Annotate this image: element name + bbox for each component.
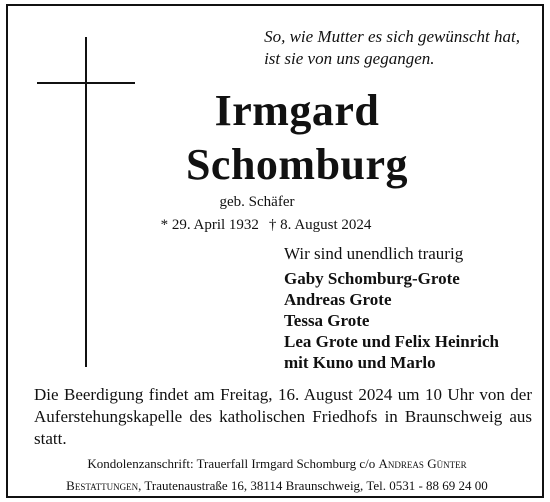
birth-date: * 29. April 1932 [160, 217, 259, 233]
condolence-prefix: Kondolenzanschrift: Trauerfall Irmgard Schomburg c/o [87, 456, 376, 471]
funeral-home-type: Bestattungen [66, 478, 139, 493]
family-member: Andreas Grote [284, 290, 392, 309]
family-member: Gaby Schomburg-Grote [284, 269, 460, 288]
death-date: † 8. August 2024 [268, 217, 372, 233]
funeral-home-name: Andreas Günter [378, 456, 467, 471]
condolence-address [28, 453, 526, 497]
cross-icon-vertical [85, 37, 87, 367]
family-member: mit Kuno und Marlo [284, 353, 436, 372]
cross-icon-horizontal [37, 82, 135, 84]
motto-quote: So, wie Mutter es sich gewünscht hat, ist sie von uns gegangen. [264, 27, 520, 68]
family-member: Lea Grote und Felix Heinrich [284, 332, 500, 351]
deceased-name: Irmgard Schomburg [185, 86, 409, 189]
family-member: Tessa Grote [284, 311, 370, 330]
obituary-notice [6, 4, 544, 498]
maiden-name: geb. Schäfer [219, 194, 295, 210]
family-list [284, 268, 499, 373]
condolence-address-line: , Trautenaustraße 16, 38114 Braunschweig, Tel. 0531 - 88 69 24 00 [138, 478, 488, 493]
life-dates [128, 217, 404, 234]
grief-line: Wir sind unendlich traurig [284, 244, 464, 263]
funeral-details: Die Beerdigung findet am Freitag, 16. August 2024 um 10 Uhr von der Auferstehungskapelle des katholischen Friedhofs in Braunschweig aus statt. [34, 385, 532, 448]
